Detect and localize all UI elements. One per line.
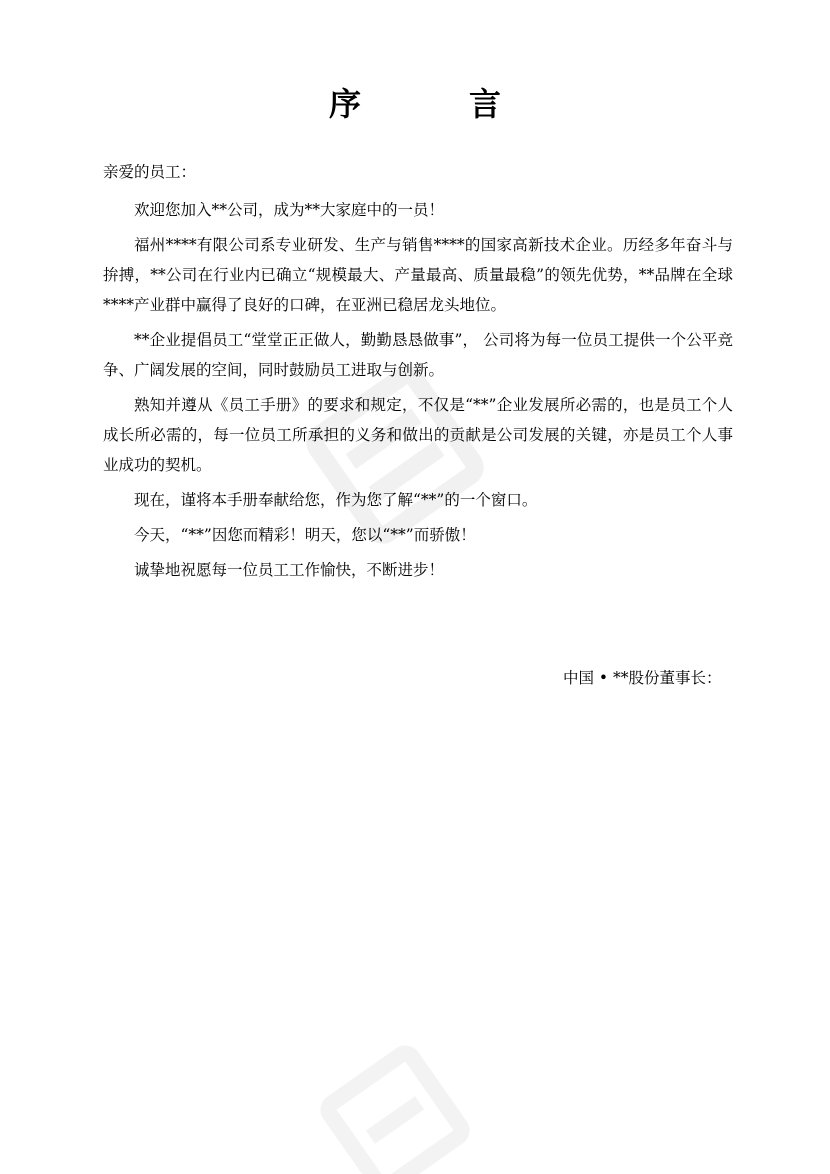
paragraph-values: **企业提倡员工“堂堂正正做人，勤勤恳恳做事”， 公司将为每一位员工提供一个公平竞争、广阔发展的空间，同时鼓励员工进取与创新。 (103, 331, 733, 379)
signature: 中国 • **股份董事长： (563, 669, 722, 687)
letter-body (103, 157, 733, 590)
paragraph-dedication: 现在，谨将本手册奉献给您，作为您了解“**”的一个窗口。 (134, 491, 538, 509)
paragraph-wishes: 诚挚地祝愿每一位员工工作愉快，不断进步！ (134, 561, 445, 579)
page-title (0, 84, 830, 124)
watermark-mark-lower (325, 1050, 464, 1174)
paragraph-company-intro: 福州****有限公司系专业研发、生产与销售****的国家高新技术企业。历经多年奋斗与拚搏，**公司在行业内已确立“规模最大、产量最高、质量最稳”的领先优势，**品牌在全球****产业群中赢得了良好的口碑，在亚洲已稳居龙头地位。 (103, 236, 733, 314)
salutation: 亲爱的员工： (103, 163, 197, 181)
title-char-2: 言 (468, 85, 501, 123)
paragraph-today: 今天，“**”因您而精彩！明天，您以“**”而骄傲！ (134, 526, 476, 544)
paragraph-handbook: 熟知并遵从《员工手册》的要求和规定，不仅是“**”企业发展所必需的，也是员工个人成长所必需的，每一位员工所承担的义务和做出的贡献是公司发展的关键，亦是员工个人事业成功的契机。 (103, 396, 733, 474)
paragraph-welcome: 欢迎您加入**公司，成为**大家庭中的一员！ (134, 201, 445, 219)
title-char-1: 序 (328, 85, 361, 123)
